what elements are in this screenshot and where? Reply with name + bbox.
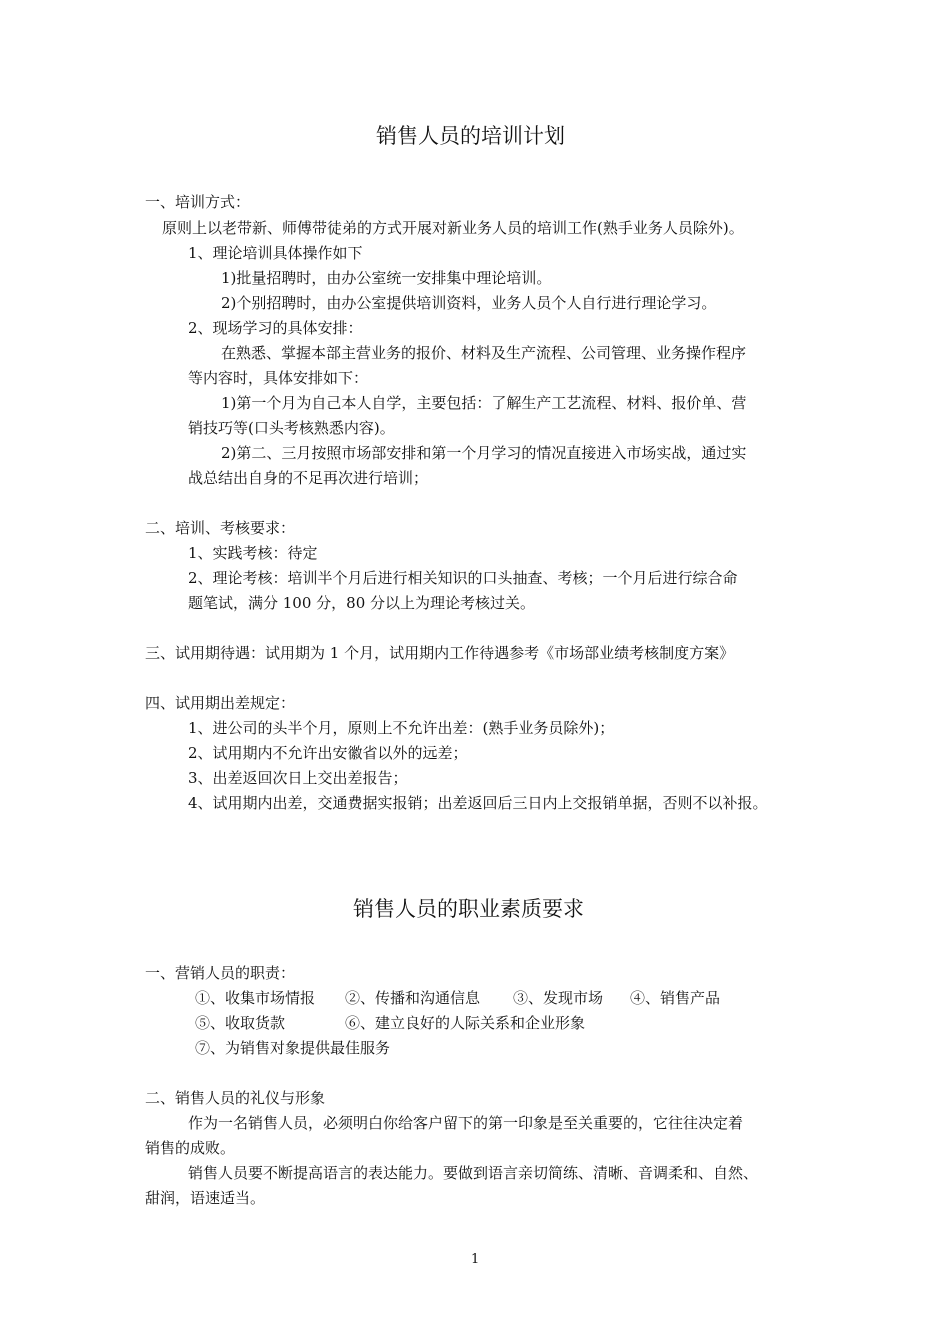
paragraph-etiquette-1-cont: 销售的成败。 bbox=[145, 1139, 236, 1157]
paragraph-training-intro: 原则上以老带新、师傅带徒弟的方式开展对新业务人员的培训工作(熟手业务人员除外)。 bbox=[162, 219, 744, 237]
paragraph-etiquette-1: 作为一名销售人员，必须明白你给客户留下的第一印象是至关重要的，它往往决定着 bbox=[188, 1114, 744, 1132]
list-item-cont: 战总结出自身的不足再次进行培训； bbox=[188, 469, 429, 487]
duties-row-1 bbox=[195, 988, 795, 1008]
section-heading-etiquette: 二、销售人员的礼仪与形象 bbox=[145, 1089, 326, 1107]
duty-item: ⑤、收取货款 bbox=[195, 1014, 286, 1032]
paragraph-onsite-intro-cont: 等内容时，具体安排如下： bbox=[188, 369, 369, 387]
section-heading-probation: 三、试用期待遇：试用期为 1 个月，试用期内工作待遇参考《市场部业绩考核制度方案》 bbox=[145, 644, 735, 662]
list-item: 2、理论考核：培训半个月后进行相关知识的口头抽查、考核；一个月后进行综合命 bbox=[188, 569, 738, 587]
list-item: 1)第一个月为自己本人自学，主要包括：了解生产工艺流程、材料、报价单、营 bbox=[221, 394, 747, 412]
duty-item: ⑥、建立良好的人际关系和企业形象 bbox=[345, 1014, 586, 1032]
paragraph-onsite-intro: 在熟悉、掌握本部主营业务的报价、材料及生产流程、公司管理、业务操作程序 bbox=[221, 344, 747, 362]
section-heading-travel: 四、试用期出差规定： bbox=[145, 694, 296, 712]
list-item: 1)批量招聘时，由办公室统一安排集中理论培训。 bbox=[221, 269, 552, 287]
list-item-cont: 销技巧等(口头考核熟悉内容)。 bbox=[188, 419, 395, 437]
paragraph-etiquette-2-cont: 甜润，语速适当。 bbox=[145, 1189, 266, 1207]
list-item: 2)个别招聘时，由办公室提供培训资料，业务人员个人自行进行理论学习。 bbox=[221, 294, 717, 312]
list-item: 4、试用期内出差，交通费据实报销；出差返回后三日内上交报销单据，否则不以补报。 bbox=[188, 794, 768, 812]
list-item: 3、出差返回次日上交出差报告； bbox=[188, 769, 408, 787]
section-heading-training-method: 一、培训方式： bbox=[145, 193, 251, 211]
list-item: 2)第二、三月按照市场部安排和第一个月学习的情况直接进入市场实战，通过实 bbox=[221, 444, 747, 462]
list-item: 1、进公司的头半个月，原则上不允许出差：(熟手业务员除外)； bbox=[188, 719, 615, 737]
page-title: 销售人员的培训计划 bbox=[376, 124, 565, 148]
list-item: 1、实践考核：待定 bbox=[188, 544, 318, 562]
duty-item: ⑦、为销售对象提供最佳服务 bbox=[195, 1039, 391, 1057]
subheading-onsite-learning: 2、现场学习的具体安排： bbox=[188, 319, 363, 337]
duty-item: ④、销售产品 bbox=[630, 989, 721, 1007]
duty-item: ②、传播和沟通信息 bbox=[345, 989, 481, 1007]
paragraph-etiquette-2: 销售人员要不断提高语言的表达能力。要做到语言亲切简练、清晰、音调柔和、自然、 bbox=[188, 1164, 759, 1182]
section-heading-duties: 一、营销人员的职责： bbox=[145, 964, 296, 982]
section-title: 销售人员的职业素质要求 bbox=[353, 897, 584, 921]
page-number: 1 bbox=[471, 1252, 480, 1267]
duties-row-2 bbox=[195, 1013, 795, 1033]
list-item: 2、试用期内不允许出安徽省以外的远差； bbox=[188, 744, 468, 762]
subheading-theory-training: 1、理论培训具体操作如下 bbox=[188, 244, 363, 262]
duty-item: ①、收集市场情报 bbox=[195, 989, 316, 1007]
duty-item: ③、发现市场 bbox=[513, 989, 604, 1007]
section-heading-assessment: 二、培训、考核要求： bbox=[145, 519, 296, 537]
list-item-cont: 题笔试，满分 100 分，80 分以上为理论考核过关。 bbox=[188, 594, 536, 612]
